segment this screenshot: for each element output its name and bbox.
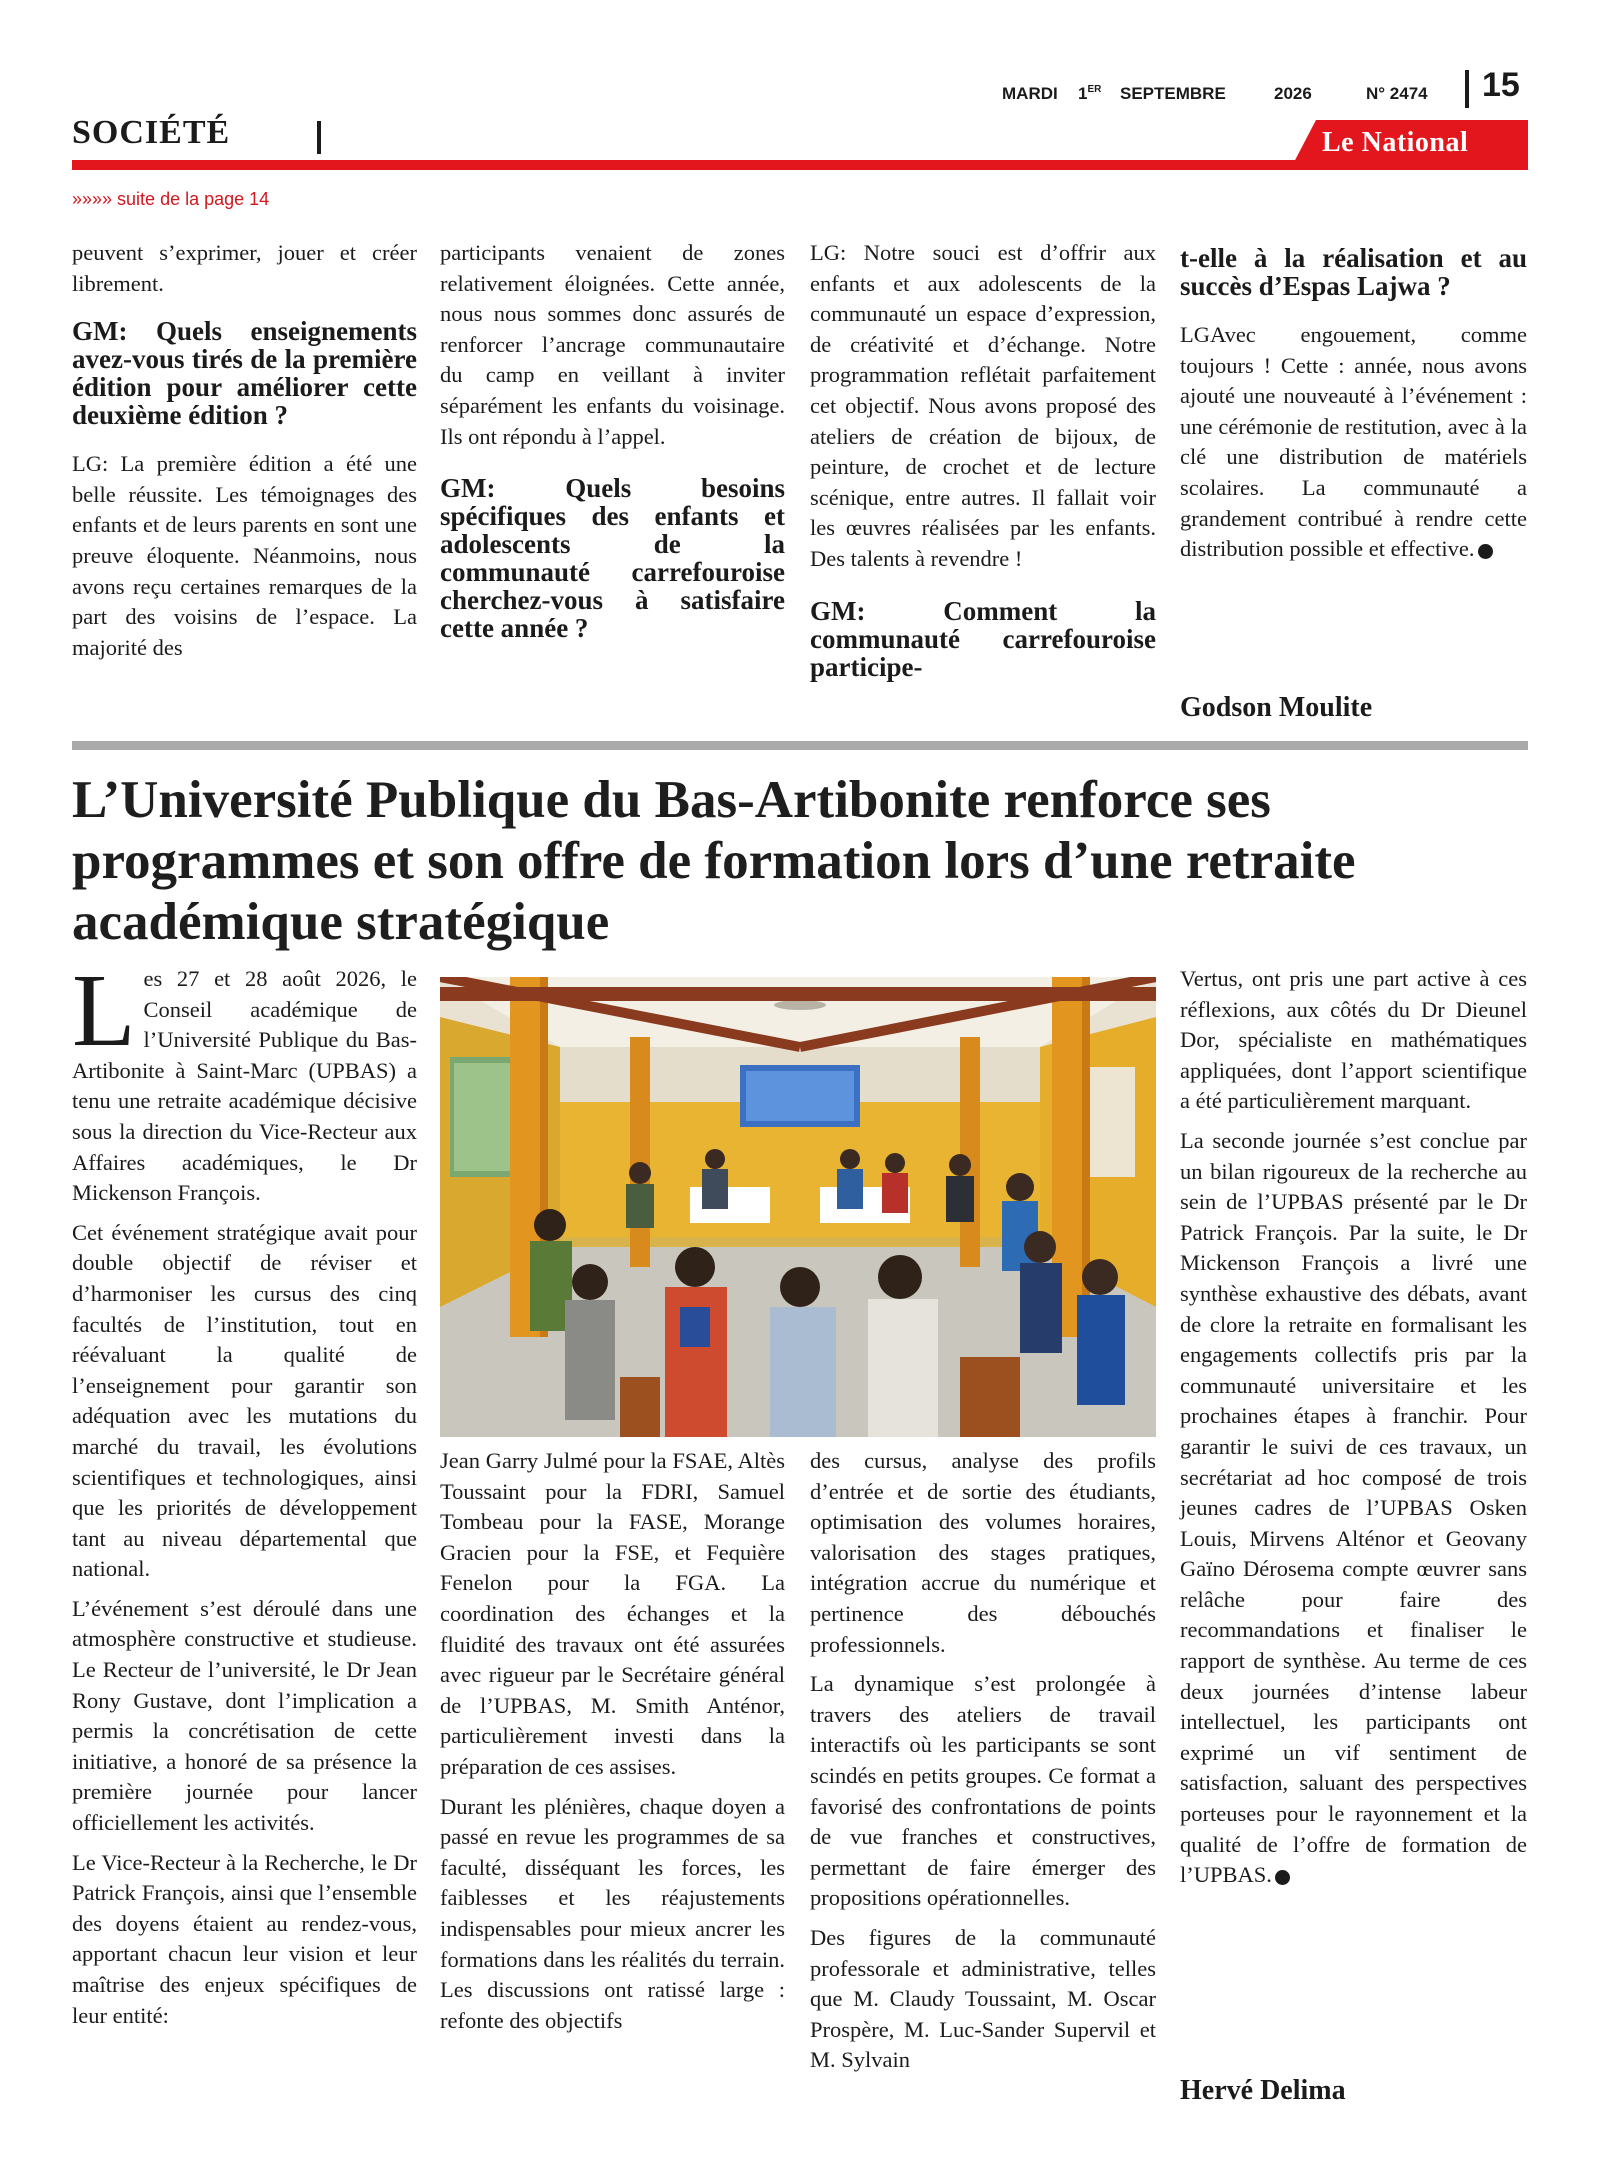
article2-paragraph: Vertus, ont pris une part active à ces réflexions, aux côtés du Dr Dieunel Dor, spécialiste en mathématiques appliquées, dont l’apport scientifique a été particulièrement marquant. [1180,966,1527,1114]
header-page-divider [1465,70,1469,108]
article2-paragraph: La dynamique s’est prolongée à travers des ateliers de travail interactifs où les participants se sont scindés en petits groupes. Ce format a favorisé des confrontations de points de vue franches et constructives, permettant de faire émerger des propositions opérationnelles. [810,1671,1156,1911]
header-year: 2026 [1274,84,1312,103]
section-title: SOCIÉTÉ [72,114,231,151]
meeting-room-photo [440,977,1156,1437]
article1-paragraph: LG: La première édition a été une belle réussite. Les témoignages des enfants et de leurs parents en sont une preuve éloquente. Néanmoins, nous avons reçu certaines remarques de la part des voisins de l’espace. La majorité des [72,451,417,660]
article1-column-4 [1180,244,1527,574]
article2-paragraph: des cursus, analyse des profils d’entrée et de sortie des étudiants, optimisation des volumes horaires, valorisation des stages pratiques, intégration accrue du numérique et pertinence des débouchés professionnels. [810,1448,1156,1657]
article1-column-1 [72,238,417,672]
article1-paragraph [1180,320,1527,565]
end-mark-icon [1275,1870,1290,1885]
interview-question: t-elle à la réalisation et au succès d’Espas Lajwa ? [1180,243,1527,301]
end-mark-icon [1478,544,1493,559]
article2-paragraph: Des figures de la communauté professorale et administrative, telles que M. Claudy Toussaint, M. Oscar Prospère, M. Luc-Sander Supervil et M. Sylvain [810,1924,1156,2073]
article2-column-1 [72,953,417,2040]
article2-column-3 [810,1446,1156,2085]
article2-closing: La seconde journée s’est conclue par un bilan rigoureux de la recherche au sein de l’UPBAS présenté par le Dr Patrick François. Par la suite, le Dr Mickenson François a livré une synthèse exhaustive des débats, avant de clore la retraite en formalisant les engagements collectifs pris par la communauté universitaire et les prochaines étapes à franchir. Pour garantir le suivi de ces travaux, un secrétariat ad hoc composé de trois jeunes cadres de l’UPBAS Osken Louis, Mirvens Alténor et Geovany Gaïno Dérosema compte œuvrer sans relâche pour faire des recommandations et finaliser le rapport de synthèse. Au terme de ces deux journées d’intense labeur intellectuel, les participants ont exprimé un vif sentiment de satisfaction, saluant des perspectives porteuses pour le rayonnement et la qualité de l’offre de formation de l’UPBAS. [1180,1127,1527,1888]
drop-cap: L [72,953,136,1068]
article2-paragraph: Durant les plénières, chaque doyen a passé en revue les programmes de sa faculté, disséquant les forces, les faiblesses et les réajustements indispensables pour mieux ancrer les formations dans les réalités du terrain. Les discussions ont ratissé large : refonte des objectifs [440,1793,785,2033]
article2-paragraph: L’événement s’est déroulé dans une atmosphère constructive et studieuse. Le Recteur de l’université, le Dr Jean Rony Gustave, dont l’implication a permis la concrétisation de cette initiative, a honoré de sa présence la première journée pour lancer officiellement les activités. [72,1595,417,1836]
interview-question: GM: Quels enseignements avez-vous tirés de la première édition pour améliorer cette deuxième édition ? [72,316,417,431]
header-issue: N° 2474 [1366,84,1428,103]
header-date-sup: ER [1087,84,1102,95]
article2-author: Hervé Delima [1180,2075,1346,2106]
article-separator [72,741,1528,750]
header-date-num: 1 [1078,84,1088,103]
article2-paragraph [1180,1126,1527,1891]
article2-paragraph: Le Vice-Recteur à la Recherche, le Dr Patrick François, ainsi que l’ensemble des doyens étaient au rendez-vous, apportant chacun leur vision et leur maîtrise des enjeux spécifiques de leur entité: [72,1849,417,2028]
article1-author: Godson Moulite [1180,692,1373,723]
section-divider [317,121,321,154]
header-day: MARDI [1002,84,1058,103]
interview-question: GM: Quels besoins spécifiques des enfants et adolescents de la communauté carrefouroise cherchez-vous à satisfaire cette année ? [440,473,785,644]
article1-paragraph: participants venaient de zones relativement éloignées. Cette année, nous nous sommes donc assurés de renforcer l’ancrage communautaire du camp en veillant à inviter séparément les enfants du voisinage. Ils ont répondu à l’appel. [440,240,785,449]
article2-paragraph: Jean Garry Julmé pour la FSAE, Altès Toussaint pour la FDRI, Samuel Tombeau pour la FASE, Morange Gracien pour la FSE, et Fequière Fenelon pour la FGA. La coordination des échanges et la fluidité des travaux ont été assurées avec rigueur par le Secrétaire général de l’UPBAS, M. Smith Anténor, particulièrement investi dans la préparation de ces assises. [440,1448,785,1779]
article2-headline: L’Université Publique du Bas-Artibonite renforce ses programmes et son offre de formation lors d’une retraite académique stratégique [72,771,1356,951]
article2-column-2 [440,1446,785,2045]
header-month: SEPTEMBRE [1120,84,1226,103]
article1-column-2 [440,238,785,662]
continued-from-link[interactable]: »»»» suite de la page 14 [72,189,270,209]
article1-column-3 [810,238,1156,701]
header-date [1078,84,1101,104]
article1-answer: LGAvec engouement, comme toujours ! Cette : année, nous avons ajouté une nouveauté à l’événement : une cérémonie de restitution, avec à la clé une distribution de matériels scolaires. La communauté a grandement contribué à rendre cette distribution possible et effective. [1180,322,1527,562]
article1-paragraph: LG: Notre souci est d’offrir aux enfants et aux adolescents de la communauté un espace d’expression, de créativité et d’échange. Notre programmation reflétait parfaitement cet objectif. Nous avons proposé des ateliers de création de bijoux, de peinture, de crochet et de lecture scénique, entre autres. Il fallait voir les œuvres réalisées par les enfants. Des talents à revendre ! [810,240,1156,571]
article2-lead: es 27 et 28 août 2026, le Conseil académique de l’Université Publique du Bas-Artibonite à Saint-Marc (UPBAS) a tenu une retraite académique décisive sous la direction du Vice-Recteur aux Affaires académiques, le Dr Mickenson François. [72,966,417,1206]
article1-paragraph: peuvent s’exprimer, jouer et créer librement. [72,240,417,296]
article-photo [440,977,1156,1437]
article2-column-4 [1180,964,1527,1900]
brand-logo: Le National [1322,127,1469,158]
page-number: 15 [1482,66,1520,104]
article2-paragraph [72,953,417,1209]
article2-paragraph: Cet événement stratégique avait pour double objectif de réviser et d’harmoniser les cursus des cinq facultés de l’institution, tout en réévaluant la qualité de l’enseignement pour garantir son adéquation avec les mutations du marché du travail, les évolutions scientifiques et technologiques, ainsi que les priorités de développement tant au niveau départemental que national. [72,1219,417,1582]
header-rule [72,160,1528,170]
interview-question: GM: Comment la communauté carrefouroise participe- [810,595,1156,682]
